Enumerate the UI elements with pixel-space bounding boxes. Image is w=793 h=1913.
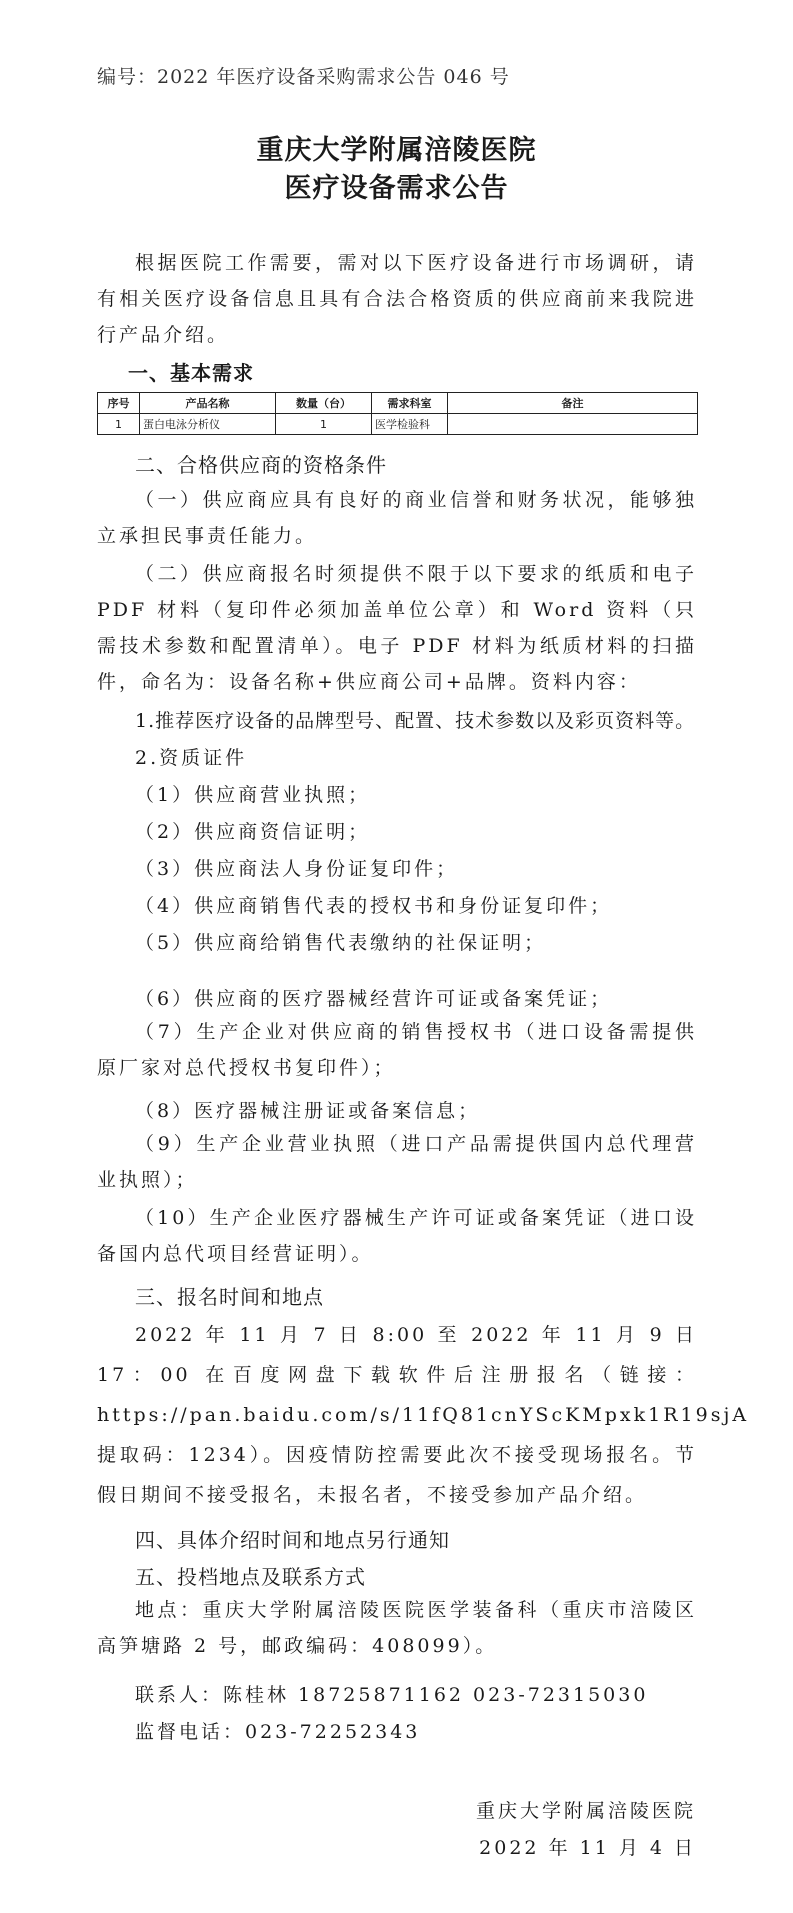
signature-date: 2022 年 11 月 4 日 [479, 1837, 696, 1859]
material-item-2: 2.资质证件 [135, 747, 248, 769]
table-cell [448, 414, 698, 435]
document-number: 编号：2022 年医疗设备采购需求公告 046 号 [97, 66, 510, 88]
qualification-item-9: （9）生产企业营业执照（进口产品需提供国内总代理营业执照）； [97, 1133, 697, 1191]
table-cell: 蛋白电泳分析仪 [140, 414, 276, 435]
qualification-item: （1）供应商营业执照； [135, 784, 371, 806]
qualification-item-10: （10）生产企业医疗器械生产许可证或备案凭证（进口设备国内总代项目经营证明）。 [97, 1207, 697, 1265]
qualification-item: （5）供应商给销售代表缴纳的社保证明； [135, 932, 547, 954]
qualification-item-8: （8）医疗器械注册证或备案信息； [135, 1100, 481, 1122]
table-header-cell: 数量（台） [276, 393, 372, 414]
table-row [98, 414, 698, 435]
table-header-row [98, 393, 698, 414]
table-header-cell: 需求科室 [372, 393, 448, 414]
material-item-1: 1.推荐医疗设备的品牌型号、配置、技术参数以及彩页资料等。 [135, 710, 696, 732]
title-line-1: 重庆大学附属涪陵医院 [256, 135, 537, 166]
qualification-item: （2）供应商资信证明； [135, 821, 371, 843]
registration-paragraph: 2022 年 11 月 7 日 8:00 至 2022 年 11 月 9 日 17：00 在百度网盘下载软件后注册报名（链接：https://pan.baidu.com/s/11fQ81cnYScKMpxk1R19sjA 提取码：1234）。因疫情防控需要此次不接受现场报名。节假日期间不接受报名，未报名者，不接受参加产品介绍。 [97, 1324, 750, 1506]
condition-1: （一）供应商应具有良好的商业信誉和财务状况，能够独立承担民事责任能力。 [97, 489, 697, 547]
section-registration: 三、报名时间和地点 [135, 1285, 324, 1309]
table-cell: 医学检验科 [372, 414, 448, 435]
contact-line: 联系人：陈桂林 18725871162 023-72315030 [135, 1684, 649, 1706]
title-line-2: 医疗设备需求公告 [284, 173, 509, 204]
intro-paragraph: 根据医院工作需要，需对以下医疗设备进行市场调研，请有相关医疗设备信息且具有合法合格资质的供应商前来我院进行产品介绍。 [97, 252, 697, 346]
section-introduction-notice: 四、具体介绍时间和地点另行通知 [135, 1528, 450, 1552]
address-paragraph: 地点：重庆大学附属涪陵医院医学装备科（重庆市涪陵区高笋塘路 2 号，邮政编码：408099）。 [97, 1599, 697, 1657]
qualification-item: （6）供应商的医疗器械经营许可证或备案凭证； [135, 988, 613, 1010]
section-basic-requirements: 一、基本需求 [128, 361, 254, 385]
requirements-table [97, 392, 698, 435]
qualification-item: （3）供应商法人身份证复印件； [135, 858, 459, 880]
signature-organization: 重庆大学附属涪陵医院 [475, 1800, 696, 1822]
supervision-phone: 监督电话：023-72252343 [135, 1721, 421, 1743]
qualification-item-7: （7）生产企业对供应商的销售授权书（进口设备需提供原厂家对总代授权书复印件）； [97, 1021, 697, 1079]
table-header-cell: 序号 [98, 393, 140, 414]
condition-2: （二）供应商报名时须提供不限于以下要求的纸质和电子 PDF 材料（复印件必须加盖单位公章）和 Word 资料（只需技术参数和配置清单）。电子 PDF 材料为纸质材料的扫描件，命名为：设备名称+供应商公司+品牌。资料内容： [97, 563, 697, 693]
table-header-cell: 产品名称 [140, 393, 276, 414]
table-cell: 1 [276, 414, 372, 435]
qualification-item: （4）供应商销售代表的授权书和身份证复印件； [135, 895, 613, 917]
section-contact: 五、投档地点及联系方式 [135, 1565, 366, 1589]
table-header-cell: 备注 [448, 393, 698, 414]
table-cell: 1 [98, 414, 140, 435]
section-qualifications: 二、合格供应商的资格条件 [135, 453, 387, 477]
